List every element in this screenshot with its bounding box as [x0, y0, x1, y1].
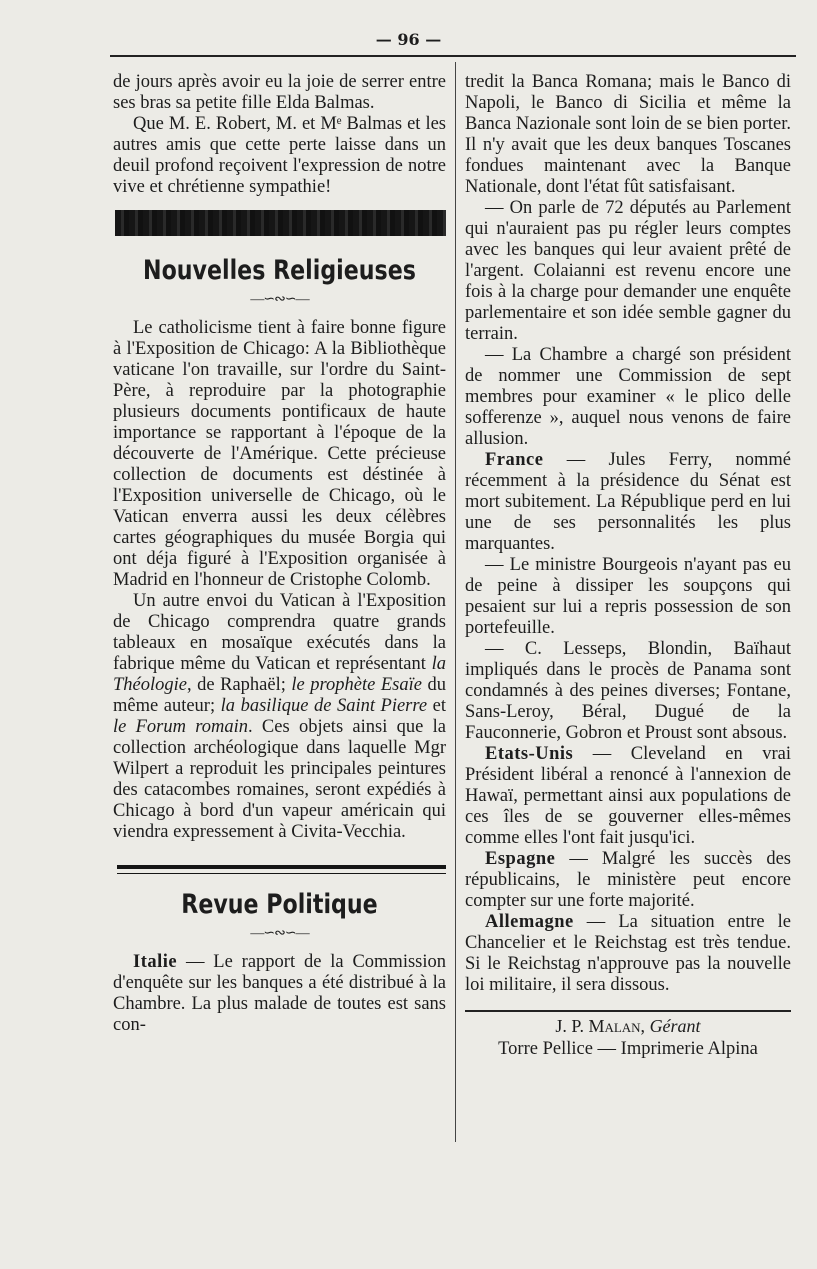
text-span: , de Raphaël;	[187, 675, 292, 695]
manager-role: Gérant	[645, 1016, 701, 1036]
country-label-italy: Italie	[133, 952, 178, 972]
text-span: Un autre envoi du Vatican à l'Exposition de Chicago comprendra quatre grands tableaux en mosaïque exécutés dans la fabrique même du Vatican et représentant	[113, 591, 446, 674]
column-divider	[455, 62, 456, 1142]
vatican-mosaic-paragraph	[113, 591, 446, 843]
page-number: — 96 —	[375, 30, 442, 49]
obituary-ending: de jours après avoir eu la joie de serrer entre ses bras sa petite fille Elda Balmas.	[113, 72, 446, 113]
manager-name: J. P. Malan,	[555, 1016, 646, 1036]
ornament-flourish: —∽∾∽—	[250, 926, 309, 941]
text-span: — Jules Ferry, nommé récemment à la présidence du Sénat est mort subitement. La République perd en lui une de ses personnalités les plus marquantes.	[465, 450, 791, 554]
banks-paragraph: tredit la Banca Romana; mais le Banco di Napoli, le Banco di Sicilia et même la Banca Nazionale sont loin de se bien porter. Il n'y avait que les deux banques Toscanes fondues maintenant avec la Banque Nationale, dont l'état fût satisfaisant.	[465, 72, 791, 197]
text-span: . Ces objets ainsi que la collection archéologique dans laquelle Mgr Wilpert a reproduit les principales peintures des catacombes romaines, seront expédiés à Chicago à bord d'un vapeur américain qui viendra expressement à Civita-Vecchia.	[113, 717, 446, 842]
text-span: du même auteur;	[113, 675, 447, 716]
country-label-usa: Etats-Unis	[485, 744, 574, 764]
right-column	[465, 72, 791, 1060]
manager-signature	[465, 1016, 791, 1037]
political-review-heading: Revue Politique	[181, 889, 378, 920]
country-label-germany: Allemagne	[485, 912, 574, 932]
condolence-paragraph: Que M. E. Robert, M. et Mᵉ Balmas et les autres amis que cette perte laisse dans un deuil profond reçoivent l'expression de notre vive et chrétienne sympathie!	[113, 114, 446, 197]
artwork-title: le Forum romain	[113, 717, 249, 737]
artwork-title: la Théologie	[113, 654, 446, 695]
deputies-paragraph: — On parle de 72 députés au Parlement qui n'auraient pas pu régler leurs comptes avec les banques qui leur avaient prêté de l'argent. Colaianni est revenu encore une fois à la charge pour demander une enquête parlementaire et son idée semble gagner du terrain.	[465, 198, 791, 344]
ornament-flourish: —∽∾∽—	[250, 292, 309, 307]
country-label-france: France	[485, 450, 544, 470]
printer-imprint: Torre Pellice — Imprimerie Alpina	[498, 1039, 758, 1059]
spain-paragraph	[465, 849, 791, 912]
artwork-title: le prophète Esaïe	[291, 675, 422, 695]
germany-paragraph	[465, 912, 791, 996]
italy-paragraph	[113, 952, 446, 1036]
section-rule	[117, 865, 446, 874]
text-span: — Le rapport de la Commission d'enquête sur les banques a été distribué à la Chambre. La plus malade de toutes est sans con-	[113, 952, 446, 1035]
vatican-library-paragraph: Le catholicisme tient à faire bonne figure à l'Exposition de Chicago: A la Bibliothèque vaticane l'on travaille, sur l'ordre du Saint-Père, à reproduire par la photographie plusieurs documents pontificaux de haute importance se rapportant à l'époque de la découverte de l'Amérique. Cette précieuse collection de documents est déstinée à l'Exposition universelle de Chicago, où le Vatican enverra aussi les deux célèbres cartes géographiques du musée Borgia qui ont déja figuré à l'Exposition organisée à Madrid en l'honneur de Cristophe Colomb.	[113, 318, 446, 590]
religious-news-heading: Nouvelles Religieuses	[143, 255, 416, 286]
usa-paragraph	[465, 744, 791, 849]
signature-rule	[465, 1010, 791, 1012]
text-span: et	[427, 696, 446, 716]
bourgeois-paragraph: — Le ministre Bourgeois n'ayant pas eu de peine à dissiper les soupçons qui pesaient sur lui a repris possession de son portefeuille.	[465, 555, 791, 638]
text-span: — Malgré les succès des républicains, le ministère peut encore compter sur une forte majorité.	[465, 849, 791, 911]
country-label-spain: Espagne	[485, 849, 556, 869]
text-span: — Cleveland en vrai Président libéral a renoncé à l'annexion de Hawaï, permettant ainsi aux populations de ces îles de se gouverner elles-mêmes comme elles l'ont fait jusqu'ici.	[465, 744, 791, 848]
text-span: — La situation entre le Chancelier et le Reichstag est très tendue. Si le Reichstag n'approuve pas la nouvelle loi militaire, il sera dissous.	[465, 912, 791, 995]
france-paragraph	[465, 450, 791, 555]
commission-paragraph: — La Chambre a chargé son président de nommer une Commission de sept membres pour examiner « le plico delle sofferenze », auquel nous venons de faire allusion.	[465, 345, 791, 449]
header-rule	[110, 55, 796, 57]
left-column	[113, 72, 446, 1036]
panama-paragraph: — C. Lesseps, Blondin, Baïhaut impliqués dans le procès de Panama sont condamnés à des peines diverses; Fontane, Sans-Leroy, Béral, Dugué de la Fauconnerie, Gobron et Proust sont absous.	[465, 639, 791, 743]
section-separator-band	[115, 210, 446, 236]
artwork-title: la basilique de Saint Pierre	[220, 696, 428, 716]
